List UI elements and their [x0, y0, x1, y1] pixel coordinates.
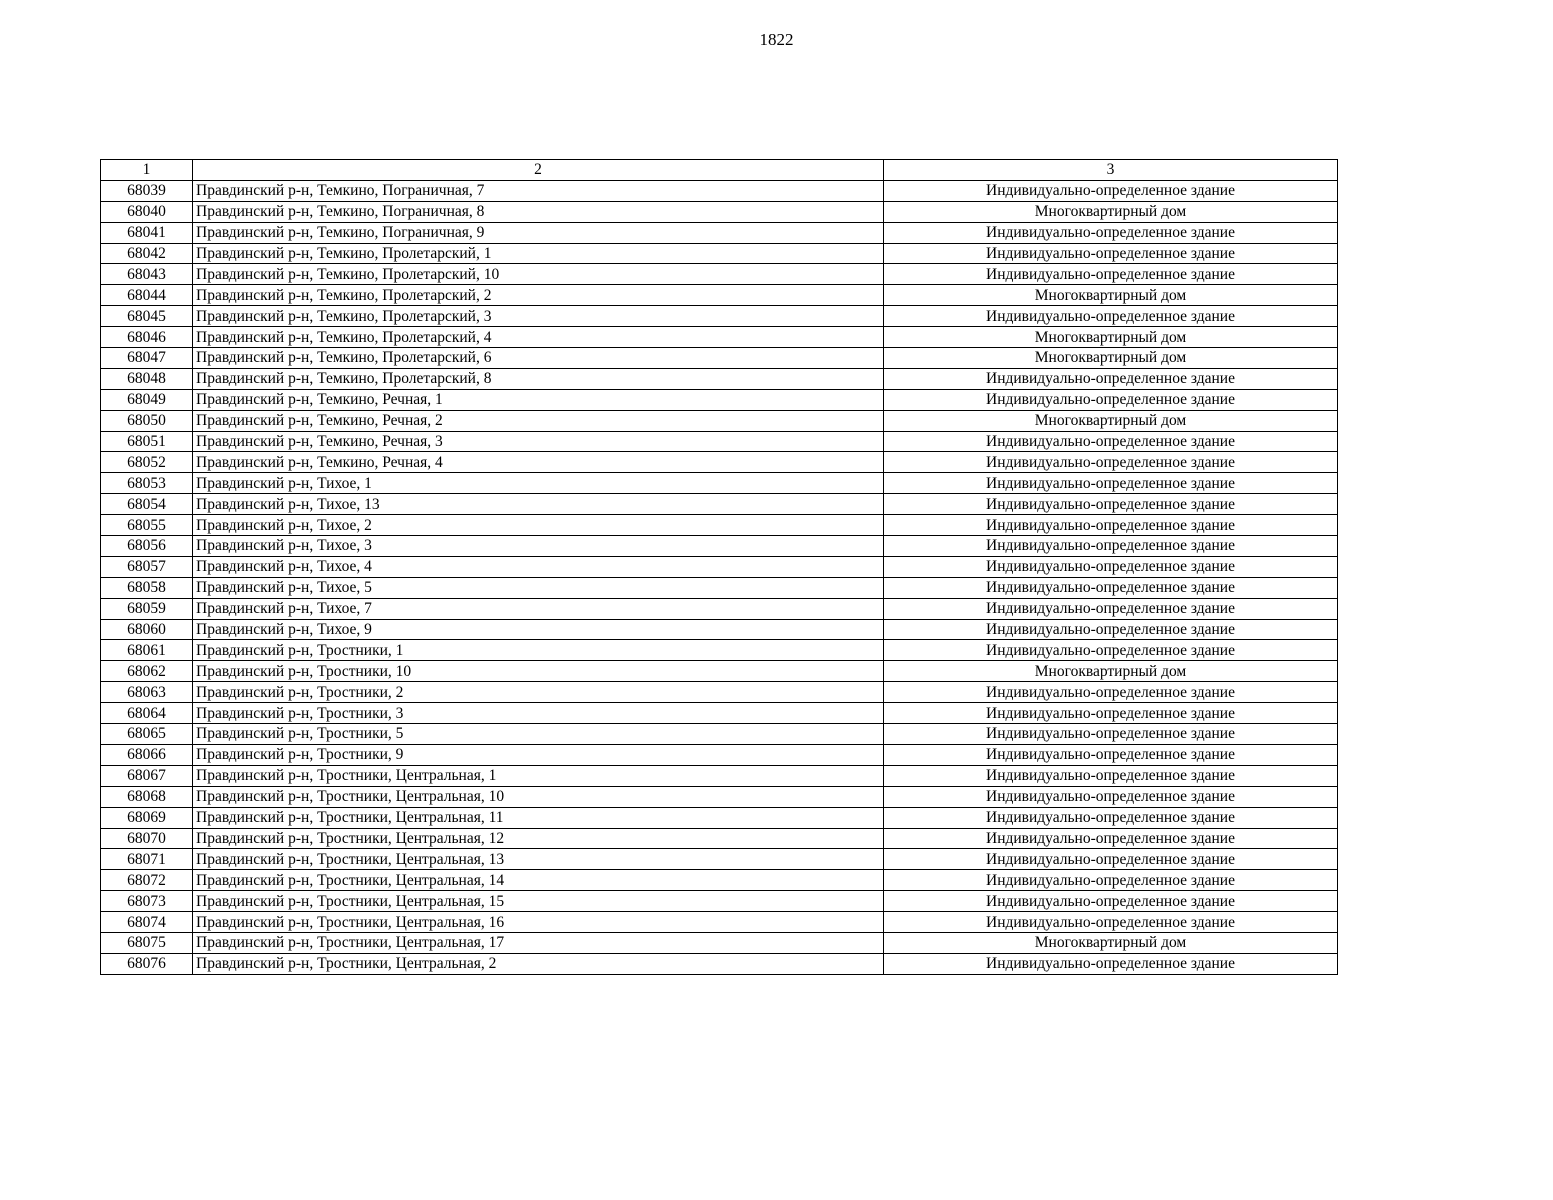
object-id-cell: 68066: [101, 744, 193, 765]
object-id-cell: 68041: [101, 222, 193, 243]
page-number: 1822: [759, 30, 794, 49]
object-id-cell: 68073: [101, 891, 193, 912]
object-type-cell: Индивидуально-определенное здание: [884, 368, 1338, 389]
object-type-cell: Индивидуально-определенное здание: [884, 577, 1338, 598]
address-cell: Правдинский р-н, Темкино, Речная, 4: [193, 452, 884, 473]
object-id-cell: 68063: [101, 682, 193, 703]
object-type-cell: Индивидуально-определенное здание: [884, 473, 1338, 494]
object-type-cell: Индивидуально-определенное здание: [884, 807, 1338, 828]
table-row: [101, 891, 1338, 912]
object-id-cell: 68054: [101, 494, 193, 515]
object-type-cell: Многоквартирный дом: [884, 201, 1338, 222]
object-id-cell: 68049: [101, 389, 193, 410]
address-cell: Правдинский р-н, Темкино, Пролетарский, 10: [193, 264, 884, 285]
object-type-cell: Индивидуально-определенное здание: [884, 828, 1338, 849]
table-row: [101, 389, 1338, 410]
table-row: [101, 765, 1338, 786]
object-type-cell: Индивидуально-определенное здание: [884, 849, 1338, 870]
object-id-cell: 68070: [101, 828, 193, 849]
table-row: [101, 431, 1338, 452]
object-type-cell: Индивидуально-определенное здание: [884, 222, 1338, 243]
table-row: [101, 619, 1338, 640]
column-number-2: 2: [193, 160, 884, 181]
table-row: [101, 786, 1338, 807]
table-row: [101, 348, 1338, 369]
table-row: [101, 577, 1338, 598]
object-id-cell: 68072: [101, 870, 193, 891]
address-cell: Правдинский р-н, Тихое, 1: [193, 473, 884, 494]
address-cell: Правдинский р-н, Темкино, Пролетарский, 2: [193, 285, 884, 306]
object-id-cell: 68064: [101, 703, 193, 724]
object-id-cell: 68040: [101, 201, 193, 222]
address-cell: Правдинский р-н, Темкино, Пролетарский, 8: [193, 368, 884, 389]
table-row: [101, 306, 1338, 327]
address-cell: Правдинский р-н, Темкино, Пограничная, 9: [193, 222, 884, 243]
table-row: [101, 452, 1338, 473]
address-cell: Правдинский р-н, Темкино, Пограничная, 7: [193, 180, 884, 201]
table-row: [101, 473, 1338, 494]
address-cell: Правдинский р-н, Тихое, 4: [193, 556, 884, 577]
object-id-cell: 68043: [101, 264, 193, 285]
object-id-cell: 68039: [101, 180, 193, 201]
object-id-cell: 68057: [101, 556, 193, 577]
address-cell: Правдинский р-н, Тростники, 5: [193, 724, 884, 745]
table-row: [101, 849, 1338, 870]
object-id-cell: 68053: [101, 473, 193, 494]
address-cell: Правдинский р-н, Тростники, 2: [193, 682, 884, 703]
object-id-cell: 68062: [101, 661, 193, 682]
object-id-cell: 68046: [101, 327, 193, 348]
address-cell: Правдинский р-н, Тростники, Центральная, 12: [193, 828, 884, 849]
object-type-cell: Многоквартирный дом: [884, 327, 1338, 348]
object-id-cell: 68050: [101, 410, 193, 431]
address-cell: Правдинский р-н, Темкино, Пролетарский, 6: [193, 348, 884, 369]
table-row: [101, 912, 1338, 933]
address-cell: Правдинский р-н, Темкино, Пролетарский, 3: [193, 306, 884, 327]
object-type-cell: Многоквартирный дом: [884, 285, 1338, 306]
address-cell: Правдинский р-н, Тихое, 9: [193, 619, 884, 640]
object-id-cell: 68068: [101, 786, 193, 807]
object-id-cell: 68058: [101, 577, 193, 598]
object-type-cell: Индивидуально-определенное здание: [884, 870, 1338, 891]
table-row: [101, 368, 1338, 389]
address-cell: Правдинский р-н, Темкино, Речная, 2: [193, 410, 884, 431]
object-type-cell: Индивидуально-определенное здание: [884, 640, 1338, 661]
column-number-row: [101, 160, 1338, 181]
address-cell: Правдинский р-н, Тихое, 3: [193, 536, 884, 557]
object-id-cell: 68069: [101, 807, 193, 828]
table-row: [101, 744, 1338, 765]
object-type-cell: Индивидуально-определенное здание: [884, 515, 1338, 536]
object-type-cell: Индивидуально-определенное здание: [884, 765, 1338, 786]
object-type-cell: Индивидуально-определенное здание: [884, 744, 1338, 765]
object-type-cell: Многоквартирный дом: [884, 348, 1338, 369]
table-row: [101, 201, 1338, 222]
object-type-cell: Индивидуально-определенное здание: [884, 786, 1338, 807]
table-row: [101, 494, 1338, 515]
object-id-cell: 68055: [101, 515, 193, 536]
object-type-cell: Индивидуально-определенное здание: [884, 598, 1338, 619]
object-id-cell: 68067: [101, 765, 193, 786]
address-cell: Правдинский р-н, Темкино, Пролетарский, 1: [193, 243, 884, 264]
object-type-cell: Индивидуально-определенное здание: [884, 389, 1338, 410]
table-row: [101, 807, 1338, 828]
object-id-cell: 68065: [101, 724, 193, 745]
table-row: [101, 410, 1338, 431]
table-row: [101, 870, 1338, 891]
object-id-cell: 68074: [101, 912, 193, 933]
object-type-cell: Индивидуально-определенное здание: [884, 306, 1338, 327]
object-id-cell: 68059: [101, 598, 193, 619]
address-cell: Правдинский р-н, Тростники, 3: [193, 703, 884, 724]
object-type-cell: Индивидуально-определенное здание: [884, 243, 1338, 264]
object-type-cell: Индивидуально-определенное здание: [884, 452, 1338, 473]
object-id-cell: 68056: [101, 536, 193, 557]
address-cell: Правдинский р-н, Темкино, Пограничная, 8: [193, 201, 884, 222]
table-row: [101, 536, 1338, 557]
object-id-cell: 68048: [101, 368, 193, 389]
table-row: [101, 598, 1338, 619]
address-cell: Правдинский р-н, Тростники, Центральная, 16: [193, 912, 884, 933]
object-id-cell: 68075: [101, 932, 193, 953]
address-cell: Правдинский р-н, Тростники, Центральная, 17: [193, 932, 884, 953]
address-cell: Правдинский р-н, Тихое, 2: [193, 515, 884, 536]
table-row: [101, 953, 1338, 974]
object-type-cell: Многоквартирный дом: [884, 661, 1338, 682]
address-cell: Правдинский р-н, Тростники, 9: [193, 744, 884, 765]
object-id-cell: 68052: [101, 452, 193, 473]
address-cell: Правдинский р-н, Тростники, 10: [193, 661, 884, 682]
table-row: [101, 264, 1338, 285]
object-type-cell: Индивидуально-определенное здание: [884, 682, 1338, 703]
address-cell: Правдинский р-н, Тихое, 13: [193, 494, 884, 515]
table-row: [101, 285, 1338, 306]
table-row: [101, 243, 1338, 264]
object-id-cell: 68061: [101, 640, 193, 661]
table-row: [101, 556, 1338, 577]
object-type-cell: Индивидуально-определенное здание: [884, 264, 1338, 285]
address-cell: Правдинский р-н, Тростники, 1: [193, 640, 884, 661]
object-type-cell: Индивидуально-определенное здание: [884, 536, 1338, 557]
object-id-cell: 68071: [101, 849, 193, 870]
address-cell: Правдинский р-н, Тихое, 7: [193, 598, 884, 619]
table-row: [101, 932, 1338, 953]
object-id-cell: 68042: [101, 243, 193, 264]
object-type-cell: Индивидуально-определенное здание: [884, 619, 1338, 640]
table-row: [101, 703, 1338, 724]
column-number-1: 1: [101, 160, 193, 181]
address-cell: Правдинский р-н, Тростники, Центральная, 13: [193, 849, 884, 870]
object-type-cell: Индивидуально-определенное здание: [884, 180, 1338, 201]
object-id-cell: 68047: [101, 348, 193, 369]
table-row: [101, 515, 1338, 536]
column-number-3: 3: [884, 160, 1338, 181]
object-type-cell: Индивидуально-определенное здание: [884, 703, 1338, 724]
object-type-cell: Индивидуально-определенное здание: [884, 556, 1338, 577]
address-cell: Правдинский р-н, Темкино, Речная, 3: [193, 431, 884, 452]
register-table: [100, 159, 1338, 975]
address-cell: Правдинский р-н, Тихое, 5: [193, 577, 884, 598]
object-type-cell: Индивидуально-определенное здание: [884, 724, 1338, 745]
address-cell: Правдинский р-н, Тростники, Центральная, 2: [193, 953, 884, 974]
object-id-cell: 68045: [101, 306, 193, 327]
table-row: [101, 180, 1338, 201]
object-type-cell: Индивидуально-определенное здание: [884, 891, 1338, 912]
address-cell: Правдинский р-н, Тростники, Центральная, 14: [193, 870, 884, 891]
object-id-cell: 68060: [101, 619, 193, 640]
object-id-cell: 68044: [101, 285, 193, 306]
object-type-cell: Многоквартирный дом: [884, 410, 1338, 431]
object-id-cell: 68051: [101, 431, 193, 452]
address-cell: Правдинский р-н, Тростники, Центральная, 1: [193, 765, 884, 786]
object-type-cell: Индивидуально-определенное здание: [884, 431, 1338, 452]
address-cell: Правдинский р-н, Темкино, Речная, 1: [193, 389, 884, 410]
address-cell: Правдинский р-н, Тростники, Центральная, 10: [193, 786, 884, 807]
address-cell: Правдинский р-н, Темкино, Пролетарский, 4: [193, 327, 884, 348]
object-type-cell: Индивидуально-определенное здание: [884, 953, 1338, 974]
table-row: [101, 661, 1338, 682]
table-row: [101, 682, 1338, 703]
address-cell: Правдинский р-н, Тростники, Центральная, 15: [193, 891, 884, 912]
address-cell: Правдинский р-н, Тростники, Центральная, 11: [193, 807, 884, 828]
object-type-cell: Индивидуально-определенное здание: [884, 494, 1338, 515]
object-type-cell: Индивидуально-определенное здание: [884, 912, 1338, 933]
object-type-cell: Многоквартирный дом: [884, 932, 1338, 953]
register-table-body: [101, 160, 1338, 975]
table-row: [101, 327, 1338, 348]
table-row: [101, 640, 1338, 661]
table-row: [101, 828, 1338, 849]
table-row: [101, 222, 1338, 243]
table-row: [101, 724, 1338, 745]
object-id-cell: 68076: [101, 953, 193, 974]
